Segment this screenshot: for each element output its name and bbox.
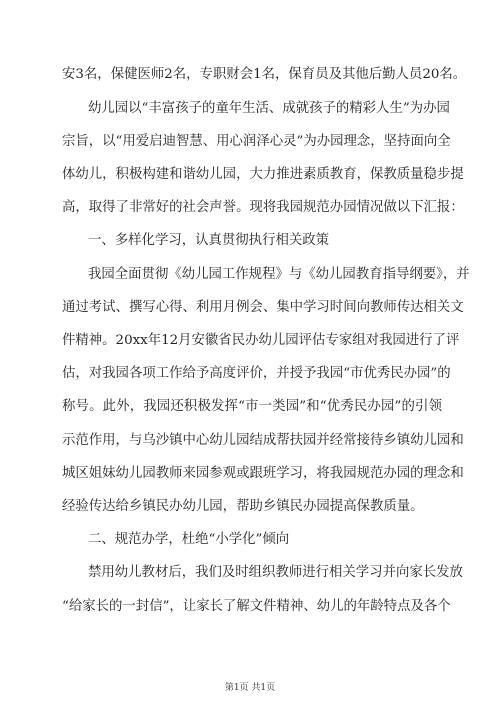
text-line: 城区姐妹幼儿园教师来园参观或跟班学习，将我园规范办园的理念和 [62,466,464,481]
text-line: 幼儿园以“丰富孩子的童年生活、成就孩子的精彩人生”为办园 [88,101,450,116]
section-heading: 二、规范办学，杜绝“小学化”倾向 [88,532,290,547]
text-line: 体幼儿，积极构建和谐幼儿园，大力推进素质教育，保教质量稳步提 [62,167,464,182]
text-line: “给家长的一封信”，让家长了解文件精神、幼儿的年龄特点及各个 [62,599,451,614]
text-line: 安3名，保健医师2名，专职财会1名，保育员及其他后勤人员20名。 [62,67,467,82]
text-line: 称号。此外，我园还积极发挥“市一类园”和“优秀民办园”的引领 [62,399,442,414]
text-line: 示范作用，与乌沙镇中心幼儿园结成帮扶园并经常接待乡镇幼儿园和 [62,433,464,448]
text-line: 宗旨，以“用爱启迪智慧、用心润泽心灵”为办园理念，坚持面向全 [62,134,451,149]
page-footer: 第1页 共1页 [224,683,276,693]
text-line: 经验传达给乡镇民办幼儿园，帮助乡镇民办园提高保教质量。 [62,499,424,514]
text-line: 禁用幼儿教材后，我们及时组织教师进行相关学习并向家长发放 [88,565,463,580]
text-line: 通过考试、撰写心得、利用月例会、集中学习时间向教师传达相关文 [62,300,464,315]
section-heading: 一、多样化学习，认真贯彻执行相关政策 [88,233,330,248]
text-line: 我园全面贯彻《幼儿园工作规程》与《幼儿园教育指导纲要》，并 [88,267,470,282]
text-line: 件精神。20xx年12月安徽省民办幼儿园评估专家组对我园进行了评 [62,333,460,348]
text-line: 估，对我园各项工作给予高度评价，并授予我园“市优秀民办园”的 [62,366,451,381]
text-line: 高，取得了非常好的社会声誉。现将我园规范办园情况做以下汇报： [62,200,464,215]
